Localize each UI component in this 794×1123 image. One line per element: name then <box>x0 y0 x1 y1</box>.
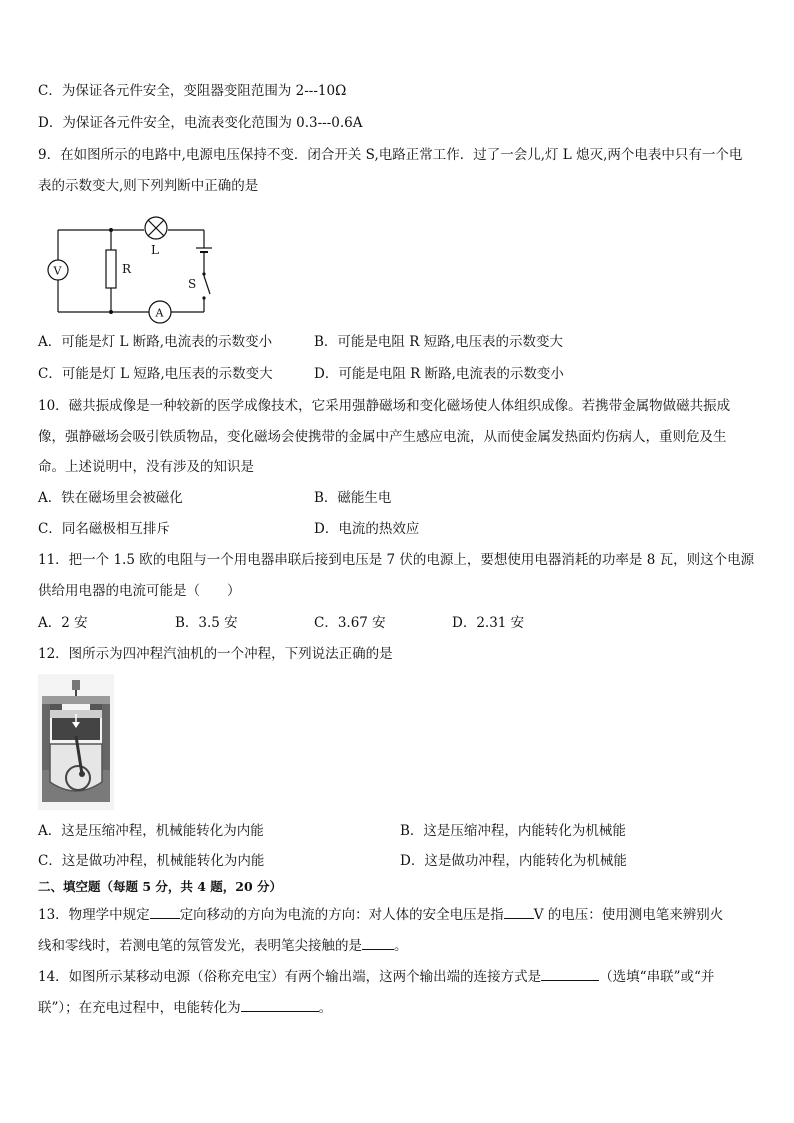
q8-option-c: C．为保证各元件安全，变阻器变阻范围为 2---10Ω <box>38 83 347 99</box>
q14-line1: 14．如图所示某移动电源（俗称充电宝）有两个输出端，这两个输出端的连接方式是 （选填“串联”或“并 <box>38 966 714 987</box>
q9-option-a: A．可能是灯 L 断路,电流表的示数变小 <box>38 334 273 350</box>
q10-stem-line1: 10．磁共振成像是一种较新的医学成像技术，它采用强静磁场和变化磁场使人体组织成像。若携带金属物做磁共振成 <box>38 398 731 414</box>
q9-option-b: B．可能是电阻 R 短路,电压表的示数变大 <box>314 334 563 350</box>
q9-option-c: C．可能是灯 L 短路,电压表的示数变大 <box>38 366 273 382</box>
section-title-fill-in: 二、填空题（每题 5 分，共 4 题，20 分） <box>38 879 283 894</box>
q12-stem: 12．图所示为四冲程汽油机的一个冲程，下列说法正确的是 <box>38 646 393 662</box>
q12-option-b: B．这是压缩冲程，内能转化为机械能 <box>400 823 626 839</box>
q12-engine-diagram <box>38 674 114 810</box>
q10-stem-line3: 命。上述说明中，没有涉及的知识是 <box>38 459 254 475</box>
q11-stem-line2: 供给用电器的电流可能是（ ） <box>38 583 241 599</box>
q10-stem-line2: 像，强静磁场会吸引铁质物品，变化磁场会使携带的金属中产生感应电流，从而使金属发热面灼伤病人，重则危及生 <box>38 429 727 445</box>
q12-option-c: C．这是做功冲程，机械能转化为内能 <box>38 853 265 869</box>
q10-option-c: C．同名磁极相互排斥 <box>38 521 170 537</box>
q9-option-d: D．可能是电阻 R 断路,电流表的示数变小 <box>314 366 564 382</box>
switch-label: S <box>188 277 197 291</box>
q12-option-d: D．这是做功冲程，内能转化为机械能 <box>400 853 627 869</box>
lamp-label: L <box>151 243 159 257</box>
q10-option-a: A．铁在磁场里会被磁化 <box>38 490 183 506</box>
q8-option-d: D．为保证各元件安全，电流表变化范围为 0.3---0.6A <box>38 115 363 131</box>
q14-line2: 联”）；在充电过程中，电能转化为 。 <box>38 997 332 1018</box>
q14-blank-2[interactable] <box>241 997 319 1012</box>
q13-blank-2[interactable] <box>504 904 534 919</box>
q11-option-c: C．3.67 安 <box>314 615 386 631</box>
q9-stem-line1: 9．在如图所示的电路中,电源电压保持不变．闭合开关 S,电路正常工作．过了一会儿,灯 L 熄灭,两个电表中只有一个电 <box>38 147 743 163</box>
voltmeter-label: V <box>53 264 62 278</box>
q11-option-d: D．2.31 安 <box>452 615 525 631</box>
q13-line1: 13．物理学中规定 定向移动的方向为电流的方向：对人体的安全电压是指 V 的电压：使用测电笔来辨别火 <box>38 904 723 925</box>
q13-blank-3[interactable] <box>362 935 394 950</box>
q12-option-a: A．这是压缩冲程，机械能转化为内能 <box>38 823 264 839</box>
q13-blank-1[interactable] <box>150 904 180 919</box>
q11-option-b: B．3.5 安 <box>175 615 238 631</box>
ammeter-label: A <box>155 306 164 320</box>
resistor-label: R <box>122 262 132 276</box>
q11-stem-line1: 11．把一个 1.5 欧的电阻与一个用电器串联后接到电压是 7 伏的电源上，要想使用电器消耗的功率是 8 瓦，则这个电源 <box>38 552 755 568</box>
q10-option-b: B．磁能生电 <box>314 490 392 506</box>
q9-stem-line2: 表的示数变大,则下列判断中正确的是 <box>38 178 259 194</box>
q13-line2: 线和零线时，若测电笔的氖管发光，表明笔尖接触的是 。 <box>38 935 408 956</box>
q11-option-a: A．2 安 <box>38 615 88 631</box>
q10-option-d: D．电流的热效应 <box>314 521 420 537</box>
q14-blank-1[interactable] <box>541 966 599 981</box>
q9-circuit-diagram <box>38 208 228 328</box>
